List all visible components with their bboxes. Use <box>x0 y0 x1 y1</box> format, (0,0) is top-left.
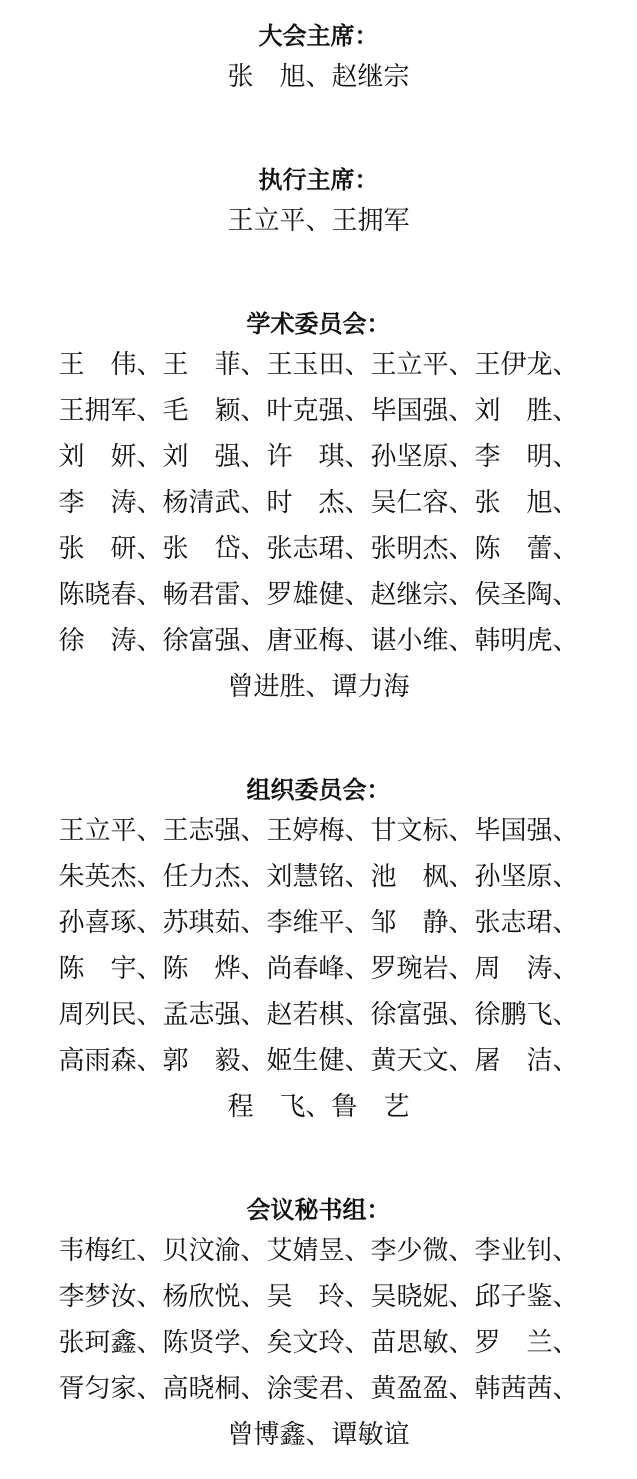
name-line: 曾进胜、谭力海 <box>227 672 410 702</box>
name-line: 周列民、孟志强、赵若棋、徐富强、徐鹏飞、 <box>58 1000 579 1030</box>
name-line: 孙喜琢、苏琪茹、李维平、邹 静、张志珺、 <box>58 908 579 938</box>
section-spacer <box>0 100 637 162</box>
name-line: 王立平、王拥军 <box>227 206 410 236</box>
name-line: 张珂鑫、陈贤学、矣文玲、苗思敏、罗 兰、 <box>58 1328 579 1358</box>
section-spacer <box>0 244 637 306</box>
section-title: 会议秘书组： <box>246 1196 391 1224</box>
name-line: 李 涛、杨清武、时 杰、吴仁容、张 旭、 <box>58 488 579 518</box>
section-spacer <box>0 710 637 772</box>
section-executive-chair <box>0 162 637 244</box>
name-line: 李梦汝、杨欣悦、吴 玲、吴晓妮、邱子鉴、 <box>58 1282 579 1312</box>
section-title: 执行主席： <box>258 166 379 194</box>
name-line: 陈晓春、畅君雷、罗雄健、赵继宗、侯圣陶、 <box>58 580 579 610</box>
name-line: 徐 涛、徐富强、唐亚梅、谌小维、韩明虎、 <box>58 626 579 656</box>
section-spacer <box>0 1130 637 1192</box>
name-line: 陈 宇、陈 烨、尚春峰、罗琬岩、周 涛、 <box>58 954 579 984</box>
name-line: 程 飞、鲁 艺 <box>227 1092 410 1122</box>
name-line: 胥匀家、高晓桐、涂雯君、黄盈盈、韩茜茜、 <box>58 1374 579 1404</box>
section-secretariat <box>0 1192 637 1458</box>
name-line: 王拥军、毛 颖、叶克强、毕国强、刘 胜、 <box>58 396 579 426</box>
name-line: 曾博鑫、谭敏谊 <box>227 1420 410 1450</box>
name-line: 张 旭、赵继宗 <box>227 62 410 92</box>
name-line: 刘 妍、刘 强、许 琪、孙坚原、李 明、 <box>58 442 579 472</box>
name-line: 韦梅红、贝汶渝、艾婧昱、李少微、李业钊、 <box>58 1236 579 1266</box>
section-title: 组织委员会： <box>246 776 391 804</box>
section-title: 大会主席： <box>258 22 379 50</box>
section-title: 学术委员会： <box>246 310 391 338</box>
name-line: 张 研、张 岱、张志珺、张明杰、陈 蕾、 <box>58 534 579 564</box>
section-academic-committee <box>0 306 637 710</box>
section-conference-chair <box>0 18 637 100</box>
name-line: 王立平、王志强、王婷梅、甘文标、毕国强、 <box>58 816 579 846</box>
section-organizing-committee <box>0 772 637 1130</box>
name-line: 朱英杰、任力杰、刘慧铭、池 枫、孙坚原、 <box>58 862 579 892</box>
name-line: 王 伟、王 菲、王玉田、王立平、王伊龙、 <box>58 350 579 380</box>
name-line: 高雨森、郭 毅、姬生健、黄天文、屠 洁、 <box>58 1046 579 1076</box>
